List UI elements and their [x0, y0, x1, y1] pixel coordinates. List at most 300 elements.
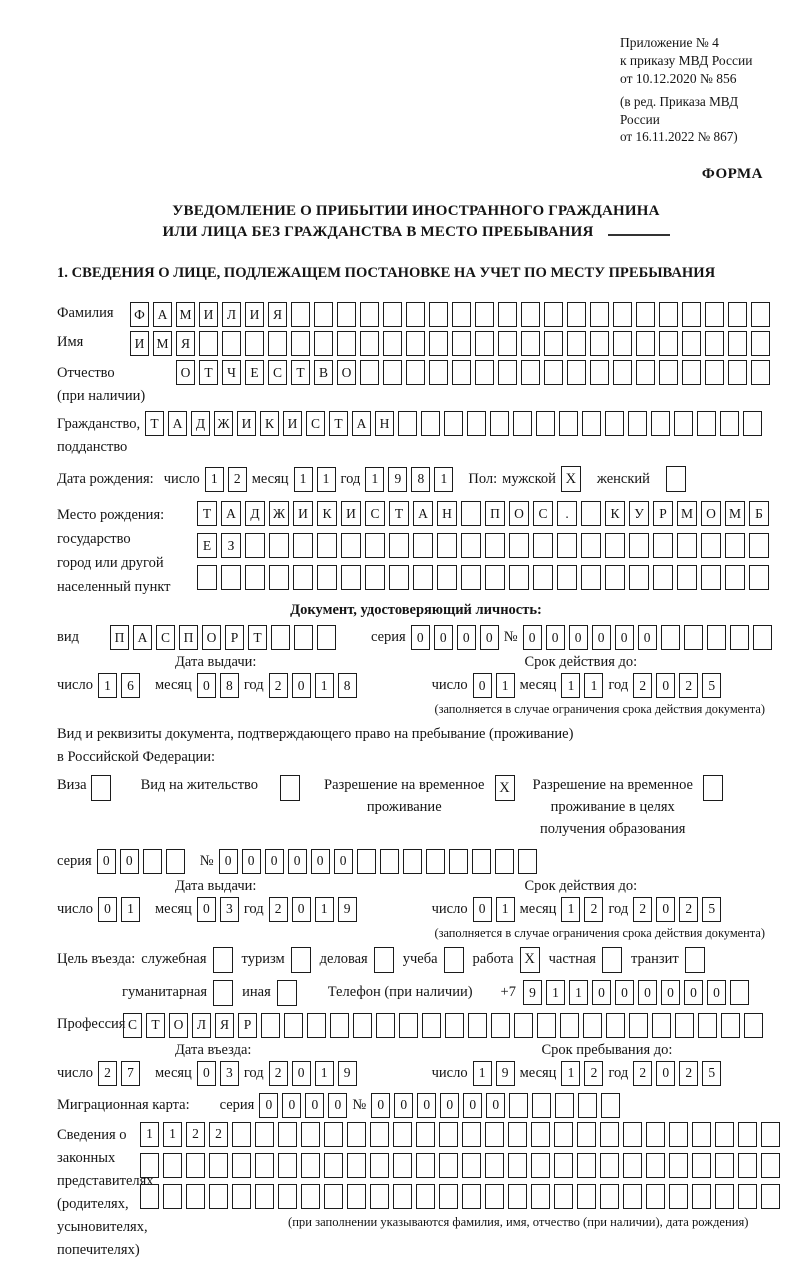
char-cell[interactable]: 1: [163, 1122, 182, 1147]
char-cell[interactable]: [330, 1013, 349, 1038]
char-cell[interactable]: 3: [220, 897, 239, 922]
char-cell[interactable]: 0: [259, 1093, 278, 1118]
char-cell[interactable]: [347, 1122, 366, 1147]
char-cell[interactable]: 1: [315, 1061, 334, 1086]
char-cell[interactable]: [628, 411, 647, 436]
char-cell[interactable]: 2: [633, 673, 652, 698]
char-cell[interactable]: [186, 1184, 205, 1209]
char-cell[interactable]: Р: [238, 1013, 257, 1038]
char-cell[interactable]: [605, 533, 625, 558]
char-cell[interactable]: [347, 1184, 366, 1209]
char-cell[interactable]: 0: [197, 1061, 216, 1086]
char-cell[interactable]: [475, 302, 494, 327]
char-cell[interactable]: [590, 360, 609, 385]
char-cell[interactable]: 0: [328, 1093, 347, 1118]
char-cell[interactable]: 5: [702, 897, 721, 922]
char-cell[interactable]: [422, 1013, 441, 1038]
char-cell[interactable]: [646, 1153, 665, 1178]
char-cell[interactable]: Т: [199, 360, 218, 385]
char-cell[interactable]: Я: [176, 331, 195, 356]
sex-female-checkbox[interactable]: [666, 466, 686, 492]
char-cell[interactable]: [199, 331, 218, 356]
char-cell[interactable]: [429, 331, 448, 356]
char-cell[interactable]: [728, 331, 747, 356]
char-cell[interactable]: [485, 1184, 504, 1209]
char-cell[interactable]: 0: [656, 897, 675, 922]
char-cell[interactable]: И: [245, 302, 264, 327]
char-cell[interactable]: [444, 411, 463, 436]
char-cell[interactable]: 2: [679, 897, 698, 922]
char-cell[interactable]: 0: [661, 980, 680, 1005]
char-cell[interactable]: [554, 1184, 573, 1209]
char-cell[interactable]: С: [533, 501, 553, 526]
char-cell[interactable]: [245, 331, 264, 356]
char-cell[interactable]: [653, 565, 673, 590]
purpose-tourism-checkbox[interactable]: [291, 947, 311, 973]
char-cell[interactable]: 5: [702, 1061, 721, 1086]
char-cell[interactable]: [646, 1122, 665, 1147]
char-cell[interactable]: 0: [265, 849, 284, 874]
char-cell[interactable]: [416, 1184, 435, 1209]
char-cell[interactable]: Н: [375, 411, 394, 436]
char-cell[interactable]: .: [557, 501, 577, 526]
char-cell[interactable]: 2: [679, 673, 698, 698]
char-cell[interactable]: 0: [592, 980, 611, 1005]
char-cell[interactable]: [721, 1013, 740, 1038]
char-cell[interactable]: 0: [417, 1093, 436, 1118]
char-cell[interactable]: [317, 533, 337, 558]
char-cell[interactable]: [536, 411, 555, 436]
purpose-business-checkbox[interactable]: [213, 947, 233, 973]
char-cell[interactable]: [293, 533, 313, 558]
char-cell[interactable]: [485, 533, 505, 558]
char-cell[interactable]: И: [199, 302, 218, 327]
char-cell[interactable]: [514, 1013, 533, 1038]
char-cell[interactable]: [245, 565, 265, 590]
char-cell[interactable]: [426, 849, 445, 874]
char-cell[interactable]: 6: [121, 673, 140, 698]
char-cell[interactable]: [509, 1093, 528, 1118]
char-cell[interactable]: [461, 501, 481, 526]
char-cell[interactable]: [521, 360, 540, 385]
char-cell[interactable]: [567, 331, 586, 356]
char-cell[interactable]: [197, 565, 217, 590]
char-cell[interactable]: [360, 331, 379, 356]
char-cell[interactable]: [682, 302, 701, 327]
char-cell[interactable]: [707, 625, 726, 650]
char-cell[interactable]: [698, 1013, 717, 1038]
char-cell[interactable]: [560, 1013, 579, 1038]
char-cell[interactable]: [163, 1153, 182, 1178]
char-cell[interactable]: [389, 533, 409, 558]
char-cell[interactable]: 2: [269, 1061, 288, 1086]
char-cell[interactable]: 0: [684, 980, 703, 1005]
char-cell[interactable]: 0: [292, 1061, 311, 1086]
char-cell[interactable]: И: [130, 331, 149, 356]
char-cell[interactable]: 0: [480, 625, 499, 650]
char-cell[interactable]: [623, 1153, 642, 1178]
char-cell[interactable]: Т: [248, 625, 267, 650]
char-cell[interactable]: [291, 331, 310, 356]
char-cell[interactable]: [353, 1013, 372, 1038]
char-cell[interactable]: 2: [584, 1061, 603, 1086]
char-cell[interactable]: [674, 411, 693, 436]
purpose-commercial-checkbox[interactable]: [374, 947, 394, 973]
char-cell[interactable]: П: [485, 501, 505, 526]
char-cell[interactable]: [163, 1184, 182, 1209]
char-cell[interactable]: [293, 565, 313, 590]
char-cell[interactable]: М: [725, 501, 745, 526]
char-cell[interactable]: [278, 1122, 297, 1147]
char-cell[interactable]: [255, 1184, 274, 1209]
char-cell[interactable]: А: [413, 501, 433, 526]
char-cell[interactable]: П: [110, 625, 129, 650]
char-cell[interactable]: [449, 849, 468, 874]
char-cell[interactable]: [271, 625, 290, 650]
char-cell[interactable]: [413, 533, 433, 558]
char-cell[interactable]: 1: [546, 980, 565, 1005]
char-cell[interactable]: 2: [633, 1061, 652, 1086]
char-cell[interactable]: [557, 565, 577, 590]
char-cell[interactable]: [533, 565, 553, 590]
char-cell[interactable]: О: [509, 501, 529, 526]
char-cell[interactable]: [445, 1013, 464, 1038]
char-cell[interactable]: [439, 1184, 458, 1209]
char-cell[interactable]: 0: [656, 673, 675, 698]
char-cell[interactable]: [521, 331, 540, 356]
char-cell[interactable]: [743, 411, 762, 436]
char-cell[interactable]: [232, 1122, 251, 1147]
char-cell[interactable]: 2: [98, 1061, 117, 1086]
char-cell[interactable]: [749, 533, 769, 558]
char-cell[interactable]: [629, 533, 649, 558]
char-cell[interactable]: [406, 360, 425, 385]
char-cell[interactable]: М: [176, 302, 195, 327]
char-cell[interactable]: [301, 1184, 320, 1209]
char-cell[interactable]: 0: [371, 1093, 390, 1118]
char-cell[interactable]: [261, 1013, 280, 1038]
char-cell[interactable]: [439, 1153, 458, 1178]
char-cell[interactable]: [629, 565, 649, 590]
char-cell[interactable]: [652, 1013, 671, 1038]
char-cell[interactable]: 0: [707, 980, 726, 1005]
char-cell[interactable]: [684, 625, 703, 650]
char-cell[interactable]: И: [293, 501, 313, 526]
char-cell[interactable]: 0: [394, 1093, 413, 1118]
char-cell[interactable]: А: [352, 411, 371, 436]
char-cell[interactable]: [491, 1013, 510, 1038]
char-cell[interactable]: 1: [121, 897, 140, 922]
visa-checkbox[interactable]: [91, 775, 111, 801]
char-cell[interactable]: [221, 565, 241, 590]
char-cell[interactable]: 2: [209, 1122, 228, 1147]
char-cell[interactable]: [715, 1184, 734, 1209]
char-cell[interactable]: [761, 1122, 780, 1147]
purpose-private-checkbox[interactable]: [602, 947, 622, 973]
char-cell[interactable]: Т: [197, 501, 217, 526]
char-cell[interactable]: [677, 565, 697, 590]
char-cell[interactable]: [222, 331, 241, 356]
char-cell[interactable]: [341, 565, 361, 590]
char-cell[interactable]: [452, 331, 471, 356]
char-cell[interactable]: [744, 1013, 763, 1038]
char-cell[interactable]: [600, 1122, 619, 1147]
char-cell[interactable]: 1: [584, 673, 603, 698]
char-cell[interactable]: [751, 360, 770, 385]
char-cell[interactable]: [498, 331, 517, 356]
char-cell[interactable]: [365, 533, 385, 558]
char-cell[interactable]: 0: [523, 625, 542, 650]
char-cell[interactable]: [728, 302, 747, 327]
char-cell[interactable]: [659, 302, 678, 327]
char-cell[interactable]: [317, 565, 337, 590]
char-cell[interactable]: [462, 1153, 481, 1178]
char-cell[interactable]: 0: [197, 897, 216, 922]
char-cell[interactable]: [705, 302, 724, 327]
char-cell[interactable]: [314, 302, 333, 327]
char-cell[interactable]: [692, 1122, 711, 1147]
char-cell[interactable]: [554, 1153, 573, 1178]
char-cell[interactable]: [498, 360, 517, 385]
char-cell[interactable]: [232, 1184, 251, 1209]
char-cell[interactable]: 8: [338, 673, 357, 698]
char-cell[interactable]: Д: [191, 411, 210, 436]
char-cell[interactable]: М: [677, 501, 697, 526]
char-cell[interactable]: И: [237, 411, 256, 436]
char-cell[interactable]: Л: [222, 302, 241, 327]
char-cell[interactable]: Е: [197, 533, 217, 558]
char-cell[interactable]: [245, 533, 265, 558]
char-cell[interactable]: З: [221, 533, 241, 558]
char-cell[interactable]: [467, 411, 486, 436]
char-cell[interactable]: [380, 849, 399, 874]
char-cell[interactable]: [738, 1122, 757, 1147]
char-cell[interactable]: С: [306, 411, 325, 436]
char-cell[interactable]: 9: [338, 1061, 357, 1086]
char-cell[interactable]: 9: [388, 467, 407, 492]
char-cell[interactable]: 1: [98, 673, 117, 698]
char-cell[interactable]: К: [605, 501, 625, 526]
char-cell[interactable]: К: [317, 501, 337, 526]
char-cell[interactable]: [437, 533, 457, 558]
char-cell[interactable]: [255, 1122, 274, 1147]
char-cell[interactable]: [715, 1122, 734, 1147]
char-cell[interactable]: [389, 565, 409, 590]
char-cell[interactable]: 0: [434, 625, 453, 650]
char-cell[interactable]: С: [268, 360, 287, 385]
char-cell[interactable]: [567, 302, 586, 327]
char-cell[interactable]: [705, 360, 724, 385]
char-cell[interactable]: [725, 533, 745, 558]
char-cell[interactable]: [278, 1153, 297, 1178]
char-cell[interactable]: [577, 1184, 596, 1209]
char-cell[interactable]: О: [202, 625, 221, 650]
char-cell[interactable]: 0: [592, 625, 611, 650]
residence-permit-checkbox[interactable]: [280, 775, 300, 801]
char-cell[interactable]: 0: [311, 849, 330, 874]
char-cell[interactable]: [509, 533, 529, 558]
char-cell[interactable]: 0: [411, 625, 430, 650]
char-cell[interactable]: [701, 565, 721, 590]
char-cell[interactable]: [393, 1122, 412, 1147]
char-cell[interactable]: [301, 1153, 320, 1178]
char-cell[interactable]: [360, 360, 379, 385]
char-cell[interactable]: [324, 1184, 343, 1209]
purpose-transit-checkbox[interactable]: [685, 947, 705, 973]
char-cell[interactable]: [166, 849, 185, 874]
char-cell[interactable]: [613, 331, 632, 356]
char-cell[interactable]: 0: [292, 673, 311, 698]
char-cell[interactable]: [730, 625, 749, 650]
char-cell[interactable]: [291, 302, 310, 327]
char-cell[interactable]: [209, 1153, 228, 1178]
char-cell[interactable]: 0: [288, 849, 307, 874]
char-cell[interactable]: 0: [242, 849, 261, 874]
char-cell[interactable]: [601, 1093, 620, 1118]
char-cell[interactable]: [376, 1013, 395, 1038]
char-cell[interactable]: [337, 302, 356, 327]
edu-permit-checkbox[interactable]: [703, 775, 723, 801]
char-cell[interactable]: 1: [140, 1122, 159, 1147]
sex-male-checkbox[interactable]: X: [561, 466, 581, 492]
char-cell[interactable]: [701, 533, 721, 558]
char-cell[interactable]: Л: [192, 1013, 211, 1038]
char-cell[interactable]: Ф: [130, 302, 149, 327]
char-cell[interactable]: [590, 331, 609, 356]
char-cell[interactable]: [531, 1184, 550, 1209]
char-cell[interactable]: [749, 565, 769, 590]
char-cell[interactable]: [669, 1153, 688, 1178]
char-cell[interactable]: 2: [269, 897, 288, 922]
char-cell[interactable]: [347, 1153, 366, 1178]
purpose-other-checkbox[interactable]: [277, 980, 297, 1006]
char-cell[interactable]: Ж: [269, 501, 289, 526]
char-cell[interactable]: А: [168, 411, 187, 436]
char-cell[interactable]: [360, 302, 379, 327]
char-cell[interactable]: [307, 1013, 326, 1038]
char-cell[interactable]: [278, 1184, 297, 1209]
char-cell[interactable]: [472, 849, 491, 874]
char-cell[interactable]: 1: [473, 1061, 492, 1086]
char-cell[interactable]: Т: [389, 501, 409, 526]
char-cell[interactable]: П: [179, 625, 198, 650]
char-cell[interactable]: 0: [463, 1093, 482, 1118]
char-cell[interactable]: 0: [282, 1093, 301, 1118]
char-cell[interactable]: [370, 1153, 389, 1178]
char-cell[interactable]: [209, 1184, 228, 1209]
char-cell[interactable]: Е: [245, 360, 264, 385]
char-cell[interactable]: М: [153, 331, 172, 356]
char-cell[interactable]: [544, 360, 563, 385]
purpose-study-checkbox[interactable]: [444, 947, 464, 973]
char-cell[interactable]: [582, 411, 601, 436]
char-cell[interactable]: И: [341, 501, 361, 526]
char-cell[interactable]: 0: [292, 897, 311, 922]
char-cell[interactable]: [365, 565, 385, 590]
char-cell[interactable]: [490, 411, 509, 436]
char-cell[interactable]: [406, 302, 425, 327]
char-cell[interactable]: 1: [569, 980, 588, 1005]
char-cell[interactable]: [738, 1184, 757, 1209]
char-cell[interactable]: 0: [440, 1093, 459, 1118]
char-cell[interactable]: [761, 1153, 780, 1178]
char-cell[interactable]: 3: [220, 1061, 239, 1086]
char-cell[interactable]: 0: [334, 849, 353, 874]
char-cell[interactable]: [294, 625, 313, 650]
char-cell[interactable]: С: [365, 501, 385, 526]
char-cell[interactable]: 1: [496, 673, 515, 698]
char-cell[interactable]: [437, 565, 457, 590]
char-cell[interactable]: [475, 360, 494, 385]
char-cell[interactable]: [468, 1013, 487, 1038]
char-cell[interactable]: [692, 1153, 711, 1178]
char-cell[interactable]: [421, 411, 440, 436]
char-cell[interactable]: [403, 849, 422, 874]
char-cell[interactable]: [544, 302, 563, 327]
char-cell[interactable]: [461, 533, 481, 558]
char-cell[interactable]: [140, 1153, 159, 1178]
char-cell[interactable]: [605, 565, 625, 590]
char-cell[interactable]: И: [283, 411, 302, 436]
char-cell[interactable]: [636, 331, 655, 356]
char-cell[interactable]: 0: [638, 980, 657, 1005]
char-cell[interactable]: [508, 1184, 527, 1209]
char-cell[interactable]: [675, 1013, 694, 1038]
char-cell[interactable]: 0: [638, 625, 657, 650]
char-cell[interactable]: [398, 411, 417, 436]
char-cell[interactable]: [186, 1153, 205, 1178]
char-cell[interactable]: [532, 1093, 551, 1118]
char-cell[interactable]: [341, 533, 361, 558]
char-cell[interactable]: [509, 565, 529, 590]
char-cell[interactable]: [697, 411, 716, 436]
char-cell[interactable]: О: [337, 360, 356, 385]
char-cell[interactable]: [720, 411, 739, 436]
char-cell[interactable]: [761, 1184, 780, 1209]
char-cell[interactable]: У: [629, 501, 649, 526]
char-cell[interactable]: [357, 849, 376, 874]
char-cell[interactable]: [399, 1013, 418, 1038]
char-cell[interactable]: [143, 849, 162, 874]
char-cell[interactable]: [452, 360, 471, 385]
char-cell[interactable]: [383, 302, 402, 327]
char-cell[interactable]: [669, 1184, 688, 1209]
char-cell[interactable]: [533, 533, 553, 558]
char-cell[interactable]: 0: [473, 897, 492, 922]
char-cell[interactable]: Т: [329, 411, 348, 436]
char-cell[interactable]: [416, 1122, 435, 1147]
char-cell[interactable]: [314, 331, 333, 356]
char-cell[interactable]: [324, 1153, 343, 1178]
char-cell[interactable]: [521, 302, 540, 327]
char-cell[interactable]: [537, 1013, 556, 1038]
char-cell[interactable]: 0: [197, 673, 216, 698]
char-cell[interactable]: [751, 302, 770, 327]
char-cell[interactable]: С: [156, 625, 175, 650]
char-cell[interactable]: [462, 1184, 481, 1209]
char-cell[interactable]: Я: [268, 302, 287, 327]
char-cell[interactable]: 1: [561, 673, 580, 698]
char-cell[interactable]: 0: [97, 849, 116, 874]
char-cell[interactable]: 2: [186, 1122, 205, 1147]
char-cell[interactable]: [557, 533, 577, 558]
char-cell[interactable]: Т: [291, 360, 310, 385]
char-cell[interactable]: [337, 331, 356, 356]
char-cell[interactable]: 8: [411, 467, 430, 492]
char-cell[interactable]: Д: [245, 501, 265, 526]
char-cell[interactable]: [600, 1153, 619, 1178]
char-cell[interactable]: [715, 1153, 734, 1178]
